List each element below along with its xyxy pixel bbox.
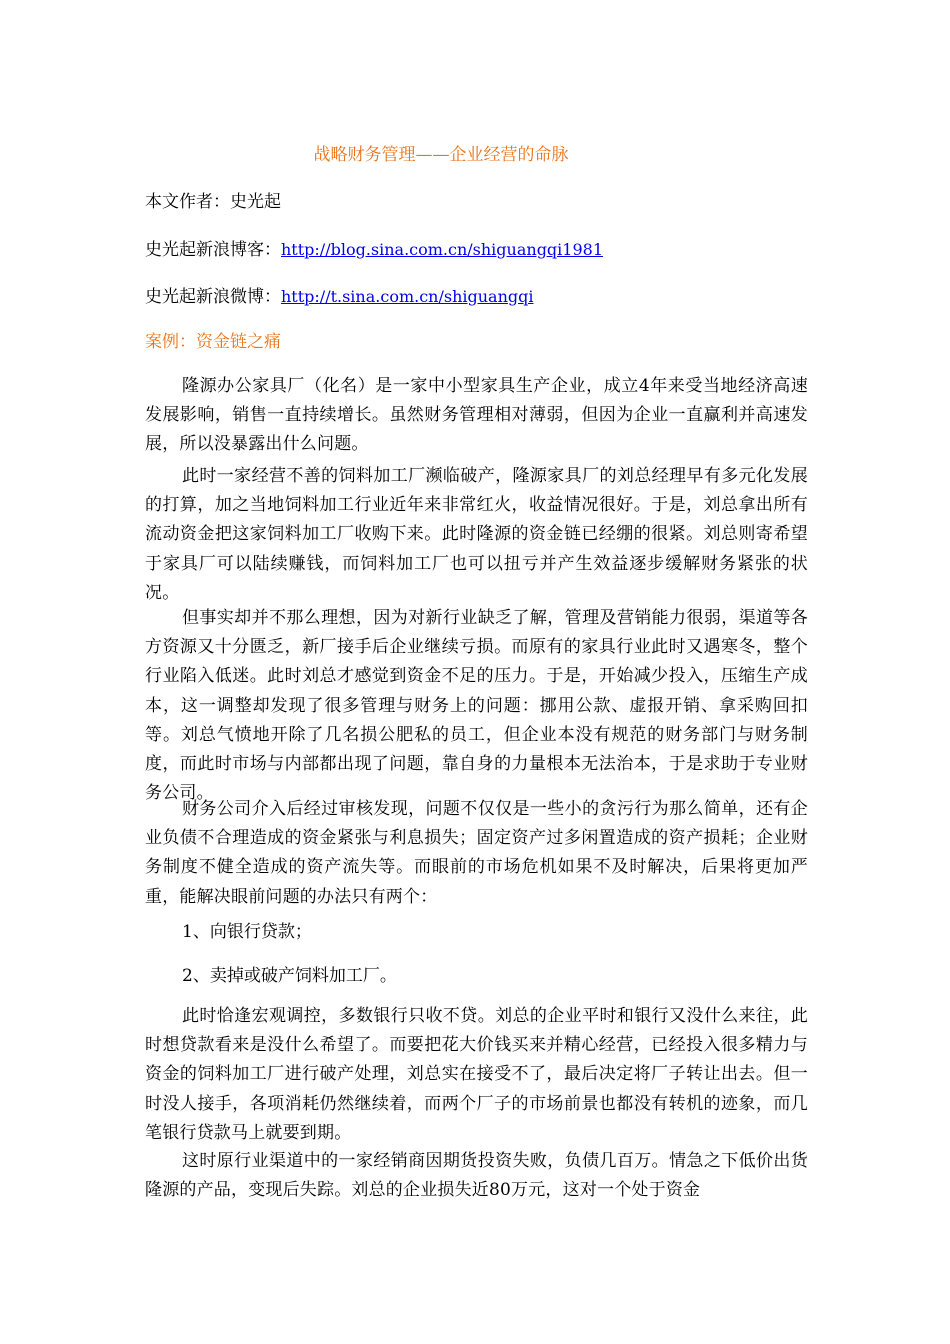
weibo-line — [145, 285, 533, 309]
paragraph: 隆源办公家具厂（化名）是一家中小型家具生产企业，成立4年来受当地经济高速发展影响，销售一直持续增长。虽然财务管理相对薄弱，但因为企业一直赢利并高速发展，所以没暴露出什么问题。 — [145, 376, 808, 455]
paragraph: 此时一家经营不善的饲料加工厂濒临破产，隆源家具厂的刘总经理早有多元化发展的打算，加之当地饲料加工行业近年来非常红火，收益情况很好。于是，刘总拿出所有流动资金把这家饲料加工厂收购下来。此时隆源的资金链已经绷的很紧。刘总则寄希望于家具厂可以陆续赚钱，而饲料加工厂也可以扭亏并产生效益逐步缓解财务紧张的状况。 — [145, 466, 808, 603]
blog-label: 史光起新浪博客： — [145, 240, 281, 260]
option-item: 1、向银行贷款； — [182, 922, 312, 942]
blog-line — [145, 238, 603, 262]
paragraph: 财务公司介入后经过审核发现，问题不仅仅是一些小的贪污行为那么简单，还有企业负债不合理造成的资金紧张与利息损失；固定资产过多闲置造成的资产损耗；企业财务制度不健全造成的资产流失等。而眼前的市场危机如果不及时解决，后果将更加严重，能解决眼前问题的办法只有两个： — [145, 799, 808, 907]
case-heading: 案例：资金链之痛 — [145, 332, 281, 352]
paragraph: 这时原行业渠道中的一家经销商因期货投资失败，负债几百万。情急之下低价出货隆源的产品，变现后失踪。刘总的企业损失近80万元，这对一个处于资金 — [145, 1151, 808, 1201]
page-title: 战略财务管理——企业经营的命脉 — [313, 145, 569, 165]
option-item: 2、卖掉或破产饲料加工厂。 — [182, 966, 397, 986]
paragraph: 此时恰逢宏观调控，多数银行只收不贷。刘总的企业平时和银行又没什么来往，此时想贷款看来是没什么希望了。而要把花大价钱买来并精心经营，已经投入很多精力与资金的饲料加工厂进行破产处理，刘总实在接受不了，最后决定将厂子转让出去。但一时没人接手，各项消耗仍然继续着，而两个厂子的市场前景也都没有转机的迹象，而几笔银行贷款马上就要到期。 — [145, 1006, 808, 1143]
weibo-label: 史光起新浪微博： — [145, 287, 281, 307]
author-line: 本文作者：史光起 — [145, 192, 281, 212]
blog-link[interactable]: http://blog.sina.com.cn/shiguangqi1981 — [281, 240, 604, 259]
paragraph: 但事实却并不那么理想，因为对新行业缺乏了解，管理及营销能力很弱，渠道等各方资源又十分匮乏，新厂接手后企业继续亏损。而原有的家具行业此时又遇寒冬，整个行业陷入低迷。此时刘总才感觉到资金不足的压力。于是，开始减少投入，压缩生产成本，这一调整却发现了很多管理与财务上的问题：挪用公款、虚报开销、拿采购回扣等。刘总气愤地开除了几名损公肥私的员工，但企业本没有规范的财务部门与财务制度，而此时市场与内部都出现了问题，靠自身的力量根本无法治本，于是求助于专业财务公司。 — [145, 608, 808, 804]
weibo-link[interactable]: http://t.sina.com.cn/shiguangqi — [281, 287, 534, 306]
